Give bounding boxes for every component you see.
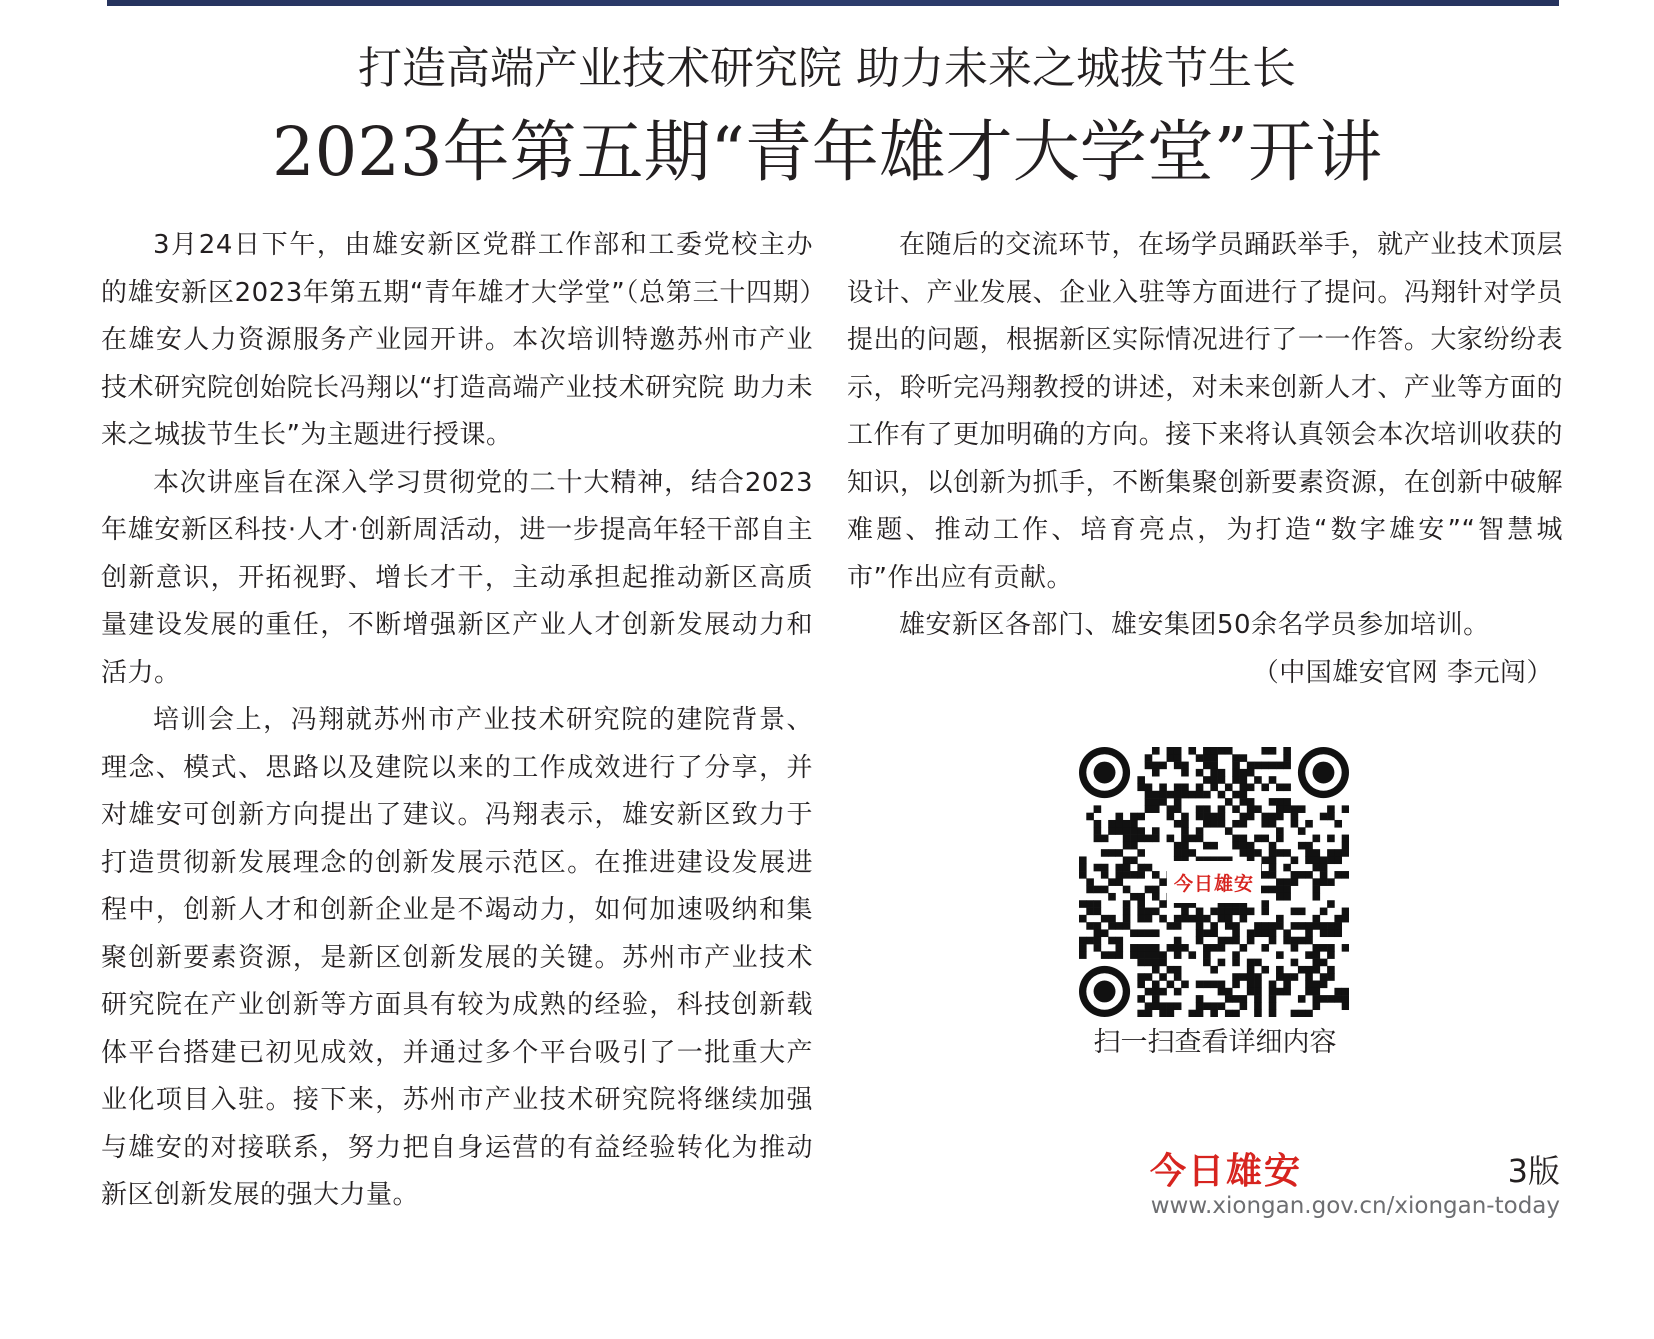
paragraph: 培训会上，冯翔就苏州市产业技术研究院的建院背景、理念、模式、思路以及建院以来的工作成效进行了分享，并对雄安可创新方向提出了建议。冯翔表示，雄安新区致力于打造贯彻新发展理念的创新发展示范区。在推进建设发展进程中，创新人才和创新企业是不竭动力，如何加速吸纳和集聚创新要素资源，是新区创新发展的关键。苏州市产业技术研究院在产业创新等方面具有较为成熟的经验，科技创新载体平台搭建已初见成效，并通过多个平台吸引了一批重大产业化项目入驻。接下来，苏州市产业技术研究院将继续加强与雄安的对接联系，努力把自身运营的有益经验转化为推动新区创新发展的强大力量。	[101, 705, 813, 1210]
article-subtitle: 打造高端产业技术研究院 助力未来之城拔节生长	[358, 43, 1296, 94]
qr-code[interactable]	[1079, 747, 1349, 1017]
paragraph: 本次讲座旨在深入学习贯彻党的二十大精神，结合2023年雄安新区科技·人才·创新周活动，进一步提高年轻干部自主创新意识，开拓视野、增长才干，主动承担起推动新区高质量建设发展的重任，不断增强新区产业人才创新发展动力和活力。	[101, 467, 813, 688]
article-title: 2023年第五期“青年雄才大学堂”开讲	[271, 113, 1382, 191]
article-column-left	[101, 222, 813, 1220]
paragraph: 3月24日下午，由雄安新区党群工作部和工委党校主办的雄安新区2023年第五期“青年雄才大学堂”（总第三十四期）在雄安人力资源服务产业园开讲。本次培训特邀苏州市产业技术研究院创始院长冯翔以“打造高端产业技术研究院 助力未来之城拔节生长”为主题进行授课。	[101, 230, 813, 450]
qr-center-logo: 今日雄安	[1167, 861, 1261, 903]
article-credit: （中国雄安官网 李元闯）	[1252, 657, 1553, 688]
article-column-right	[847, 222, 1563, 697]
top-rule	[107, 0, 1559, 6]
paragraph: 雄安新区各部门、雄安集团50余名学员参加培训。	[899, 610, 1490, 640]
paragraph: 在随后的交流环节，在场学员踊跃举手，就产业技术顶层设计、产业发展、企业入驻等方面进行了提问。冯翔针对学员提出的问题，根据新区实际情况进行了一一作答。大家纷纷表示，聆听完冯翔教授的讲述，对未来创新人才、产业等方面的工作有了更加明确的方向。接下来将认真领会本次培训收获的知识，以创新为抓手，不断集聚创新要素资源，在创新中破解难题、推动工作、培育亮点，为打造“数字雄安”“智慧城市”作出应有贡献。	[847, 230, 1563, 593]
page-number: 3版	[1507, 1152, 1560, 1190]
publication-logo: 今日雄安	[1150, 1150, 1303, 1192]
site-url[interactable]: www.xiongan.gov.cn/xiongan-today	[1150, 1193, 1560, 1219]
qr-caption: 扫一扫查看详细内容	[1093, 1027, 1337, 1058]
